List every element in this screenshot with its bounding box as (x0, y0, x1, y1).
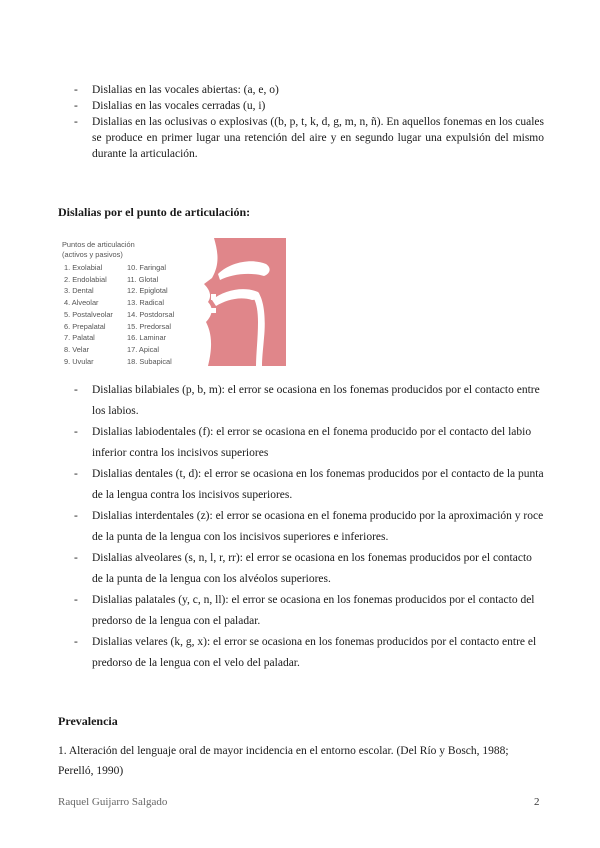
legend-item: 17. Apical (127, 344, 160, 354)
legend-item: 6. Prepalatal (64, 321, 106, 331)
footer-author: Raquel Guijarro Salgado (58, 796, 168, 808)
list-item: - Dislalias labiodentales (f): el error se ocasiona en el fonema producido por el contacto del labio inferior contra los incisivos superiores (74, 422, 544, 464)
legend-item: 18. Subapical (127, 356, 172, 366)
legend-item: 16. Laminar (127, 333, 167, 343)
list-item: - Dislalias interdentales (z): el error se ocasiona en el fonema producido por la aproximación y roce de la punta de la lengua con los incisivos superiores e inferiores. (74, 506, 544, 548)
list-item: - Dislalias en las vocales abiertas: (a, e, o) (74, 82, 544, 98)
articulation-dislalias-list (74, 380, 544, 674)
legend-item: 3. Dental (64, 286, 94, 296)
legend-item: 8. Velar (64, 344, 90, 354)
legend-item: 4. Alveolar (64, 298, 99, 308)
section-heading-articulation: Dislalias por el punto de articulación: (58, 205, 251, 219)
legend-item: 7. Palatal (64, 333, 95, 343)
list-item: - Dislalias en las vocales cerradas (u, i) (74, 98, 544, 114)
list-item: - Dislalias alveolares (s, n, l, r, rr): el error se ocasiona en los fonemas producidos por el contacto de la punta de la lengua con los alvéolos superiores. (74, 548, 544, 590)
vowel-dislalias-list (74, 82, 544, 162)
legend-subtitle: (activos y pasivos) (62, 249, 123, 259)
articulation-points-legend (62, 240, 192, 365)
list-item: - Dislalias bilabiales (p, b, m): el error se ocasiona en los fonemas producidos por el contacto entre los labios. (74, 380, 544, 422)
list-item: - Dislalias dentales (t, d): el error se ocasiona en los fonemas producidos por el contacto de la punta de la lengua contra los incisivos superiores. (74, 464, 544, 506)
legend-item: 5. Postalveolar (64, 309, 113, 319)
prevalencia-paragraph: 1. Alteración del lenguaje oral de mayor incidencia en el entorno escolar. (Del Río y Bosch, 1988; Perelló, 1990) (58, 745, 509, 777)
legend-item: 1. Exolabial (64, 263, 103, 272)
list-item: - Dislalias en las oclusivas o explosivas ((b, p, t, k, d, g, m, n, ñ). En aquellos fonemas en los cuales se produce en primer lugar una retención del aire y en segundo lugar una expulsión del mismo durante la articulación. (74, 114, 544, 162)
legend-item: 14. Postdorsal (127, 309, 175, 319)
upper-teeth (211, 294, 216, 300)
vocal-tract-diagram (200, 238, 286, 366)
list-item: - Dislalias velares (k, g, x): el error se ocasiona en los fonemas producidos por el contacto entre el predorso de la lengua con el velo del paladar. (74, 632, 544, 674)
legend-column-1 (64, 262, 113, 367)
legend-item: 15. Predorsal (127, 321, 171, 331)
section-heading-prevalencia: Prevalencia (58, 714, 118, 728)
legend-item: 2. Endolabial (64, 274, 107, 284)
lower-teeth (211, 308, 216, 313)
legend-item: 9. Uvular (64, 356, 94, 366)
legend-item: 10. Faringal (127, 263, 167, 272)
legend-item: 12. Epiglotal (127, 286, 168, 296)
legend-item: 13. Radical (127, 298, 164, 308)
page-number: 2 (534, 796, 540, 808)
legend-item: 11. Glotal (127, 274, 159, 284)
legend-column-2 (127, 262, 174, 367)
list-item: - Dislalias palatales (y, c, n, ll): el error se ocasiona en los fonemas producidos por el contacto del predorso de la lengua con el paladar. (74, 590, 544, 632)
legend-title: Puntos de articulación (62, 240, 135, 249)
